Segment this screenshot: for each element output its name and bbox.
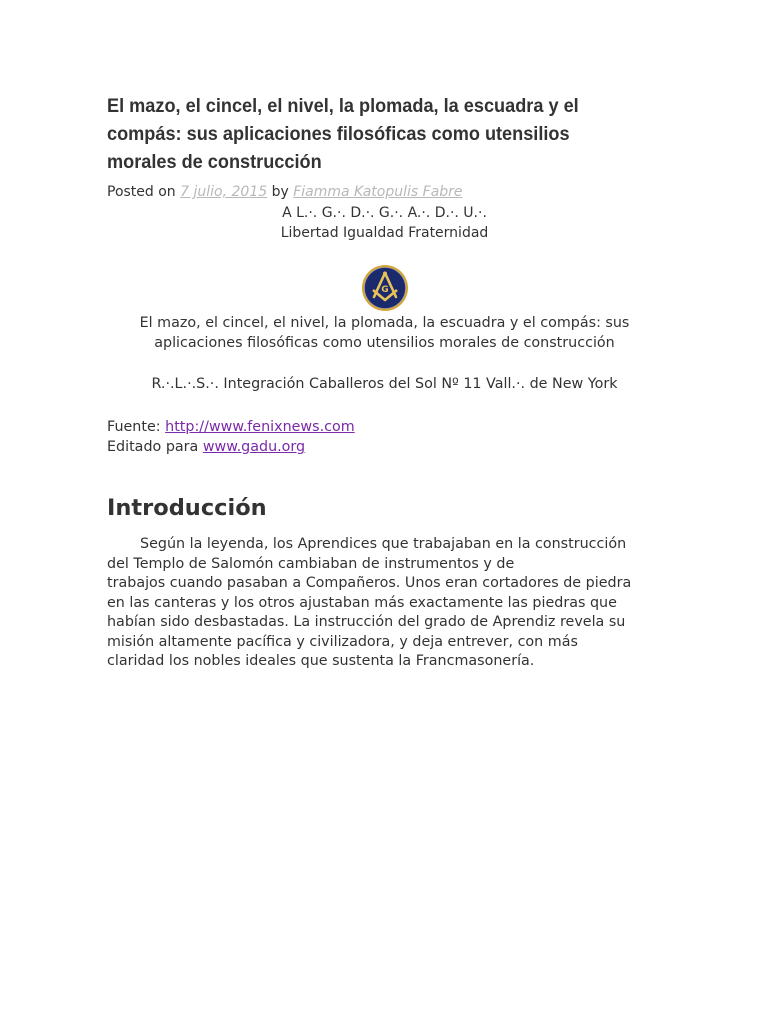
posted-on-label: Posted on [107, 184, 176, 200]
lodge-text: R.·.L.·.S.·. Integración Caballeros del Sol Nº 11 Vall.·. de New York [151, 376, 618, 392]
post-meta [107, 184, 463, 200]
author-link[interactable]: Fiamma Katopulis Fabre [293, 184, 463, 200]
title-line: compás: sus aplicaciones filosóficas como utensilios [107, 123, 570, 145]
fuente-link[interactable]: http://www.fenixnews.com [165, 419, 355, 435]
paragraph-line: claridad los nobles ideales que sustenta la Francmasonería. [107, 653, 535, 669]
motto-text: Libertad Igualdad Fraternidad [280, 225, 489, 241]
intro-paragraph [107, 535, 667, 672]
edited-line [107, 437, 305, 457]
paragraph-line: habían sido desbastadas. La instrucción del grado de Aprendiz revela su [107, 614, 626, 630]
subtitle-line: aplicaciones filosóficas como utensilios morales de construcción [154, 335, 615, 351]
title-line: El mazo, el cincel, el nivel, la plomada, la escuadra y el [107, 95, 579, 117]
paragraph-line: trabajos cuando pasaban a Compañeros. Unos eran cortadores de piedra [107, 575, 632, 591]
source-line [107, 417, 355, 437]
section-heading: Introducción [107, 495, 267, 521]
paragraph-line: Según la leyenda, los Aprendices que trabajaban en la construcción [140, 536, 627, 552]
paragraph-line: misión altamente pacífica y civilizadora, y deja entrever, con más [107, 633, 578, 650]
post-date-link[interactable]: 7 julio, 2015 [180, 184, 268, 200]
fuente-label: Fuente: [107, 419, 161, 435]
article-title [107, 92, 628, 176]
subtitle-line: El mazo, el cincel, el nivel, la plomada, la escuadra y el compás: sus [139, 315, 630, 331]
by-label: by [271, 184, 289, 200]
editado-label: Editado para [107, 439, 199, 455]
invocation-text: A L.·. G.·. D.·. G.·. A.·. D.·. U.·. [282, 205, 487, 221]
title-line: morales de construcción [107, 151, 322, 173]
paragraph-line: en las canteras y los otros ajustaban más exactamente las piedras que [107, 594, 617, 611]
paragraph-line: del Templo de Salomón cambiaban de instrumentos y de [107, 555, 515, 572]
article-subtitle [107, 313, 662, 353]
masonic-square-compass-icon [361, 264, 409, 312]
svg-text:G: G [381, 285, 389, 295]
editado-link[interactable]: www.gadu.org [202, 439, 306, 455]
